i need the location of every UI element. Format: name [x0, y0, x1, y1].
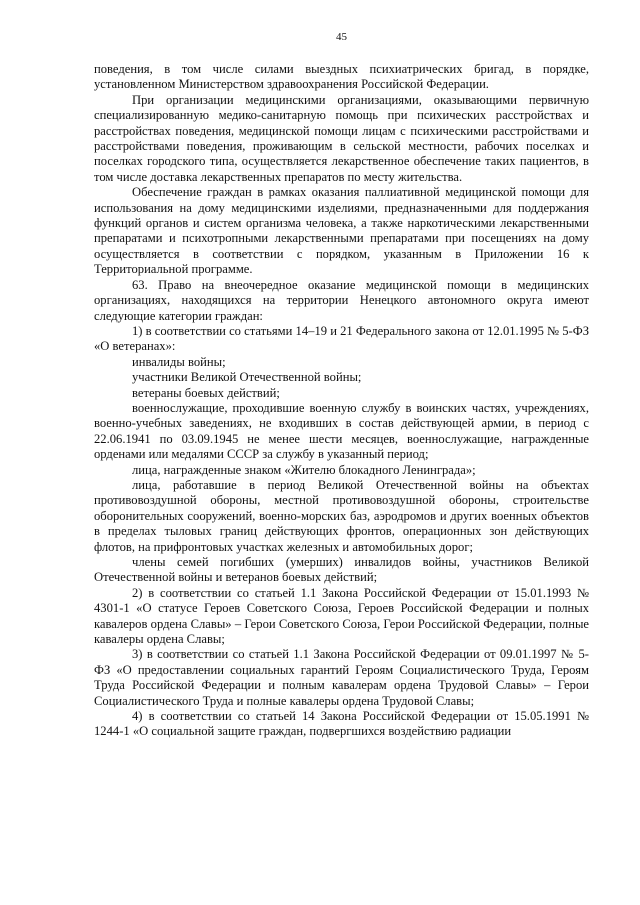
- list-item-combat-veterans: ветераны боевых действий;: [132, 385, 280, 400]
- document-body: [94, 62, 589, 740]
- list-item-3-labor-heroes: 3) в соответствии со статьей 1.1 Закона Российской Федерации от 09.01.1997 № 5-ФЗ «О предоставлении социальных гарантий Героям Социалистического Труда, Героям Труда Российской Федерации и полным кавалерам ордена Трудовой Славы» – Герои Социалистического Труда и полные кавалеры ордена Трудовой Славы;: [94, 647, 589, 708]
- list-item-servicemen: военнослужащие, проходившие военную службу в воинских частях, учреждениях, военно-учебных заведениях, не входивших в состав действующей армии, в период с 22.06.1941 по 03.09.1945 не менее шести месяцев, военнослужащие, награжденные орденами или медалями СССР за службу в указанный период;: [94, 400, 589, 462]
- list-item-1-veterans-law: 1) в соответствии со статьями 14–19 и 21 Федерального закона от 12.01.1995 № 5-ФЗ «О ветеранах»:: [94, 323, 589, 354]
- paragraph-palliative-care: Обеспечение граждан в рамках оказания паллиативной медицинской помощи для использования на дому медицинскими изделиями, предназначенными для поддержания функций органов и систем организма человека, а также наркотическими лекарственными препаратами и психотропными лекарственными препаратами при посещениях на дому осуществляется в соответствии с порядком, указанным в Приложении 16 к Территориальной программе.: [94, 185, 589, 277]
- paragraph-63-priority-care: 63. Право на внеочередное оказание медицинской помощи в медицинских организациях, находящихся на территории Ненецкого автономного округа имеют следующие категории граждан:: [94, 277, 589, 323]
- list-item-war-invalids: инвалиды войны;: [132, 354, 226, 369]
- list-item-defense-workers: лица, работавшие в период Великой Отечественной войны на объектах противовоздушной обороны, местной противовоздушной обороны, строительстве оборонительных сооружений, военно-морских баз, аэродромов и других военных объектов в пределах тыловых границ действующих фронтов, операционных зон действующих флотов, на прифронтовых участках железных и автомобильных дорог;: [94, 477, 589, 554]
- paragraph-mental-health-care: При организации медицинскими организациями, оказывающими первичную специализированную медико-санитарную помощь при психических расстройствах и расстройствах поведения, медицинской помощи лицам с психическими расстройствами и расстройствами поведения, проживающим в сельской местности, рабочих поселках и поселках городского типа, осуществляется лекарственное обеспечение таких пациентов, в том числе доставка лекарственных препаратов по месту жительства.: [94, 92, 589, 184]
- list-item-2-heroes: 2) в соответствии со статьей 1.1 Закона Российской Федерации от 15.01.1993 № 4301-1 «О статусе Героев Советского Союза, Героев Российской Федерации и полных кавалеров ордена Славы» – Герои Советского Союза, Герои Российской Федерации, полные кавалеры ордена Славы;: [94, 585, 589, 647]
- list-item-war-participants: участники Великой Отечественной войны;: [132, 370, 362, 385]
- list-item-4-radiation: 4) в соответствии со статьей 14 Закона Российской Федерации от 15.05.1991 № 1244-1 «О социальной защите граждан, подвергшихся воздействию радиации: [94, 709, 589, 739]
- list-item-family-members: члены семей погибших (умерших) инвалидов войны, участников Великой Отечественной войны и ветеранов боевых действий;: [94, 555, 589, 585]
- page-number: 45: [336, 31, 347, 43]
- paragraph-continuation: поведения, в том числе силами выездных психиатрических бригад, в порядке, установленном Министерством здравоохранения Российской Федерации.: [94, 62, 589, 92]
- list-item-leningrad-siege: лица, награжденные знаком «Жителю блокадного Ленинграда»;: [132, 462, 476, 477]
